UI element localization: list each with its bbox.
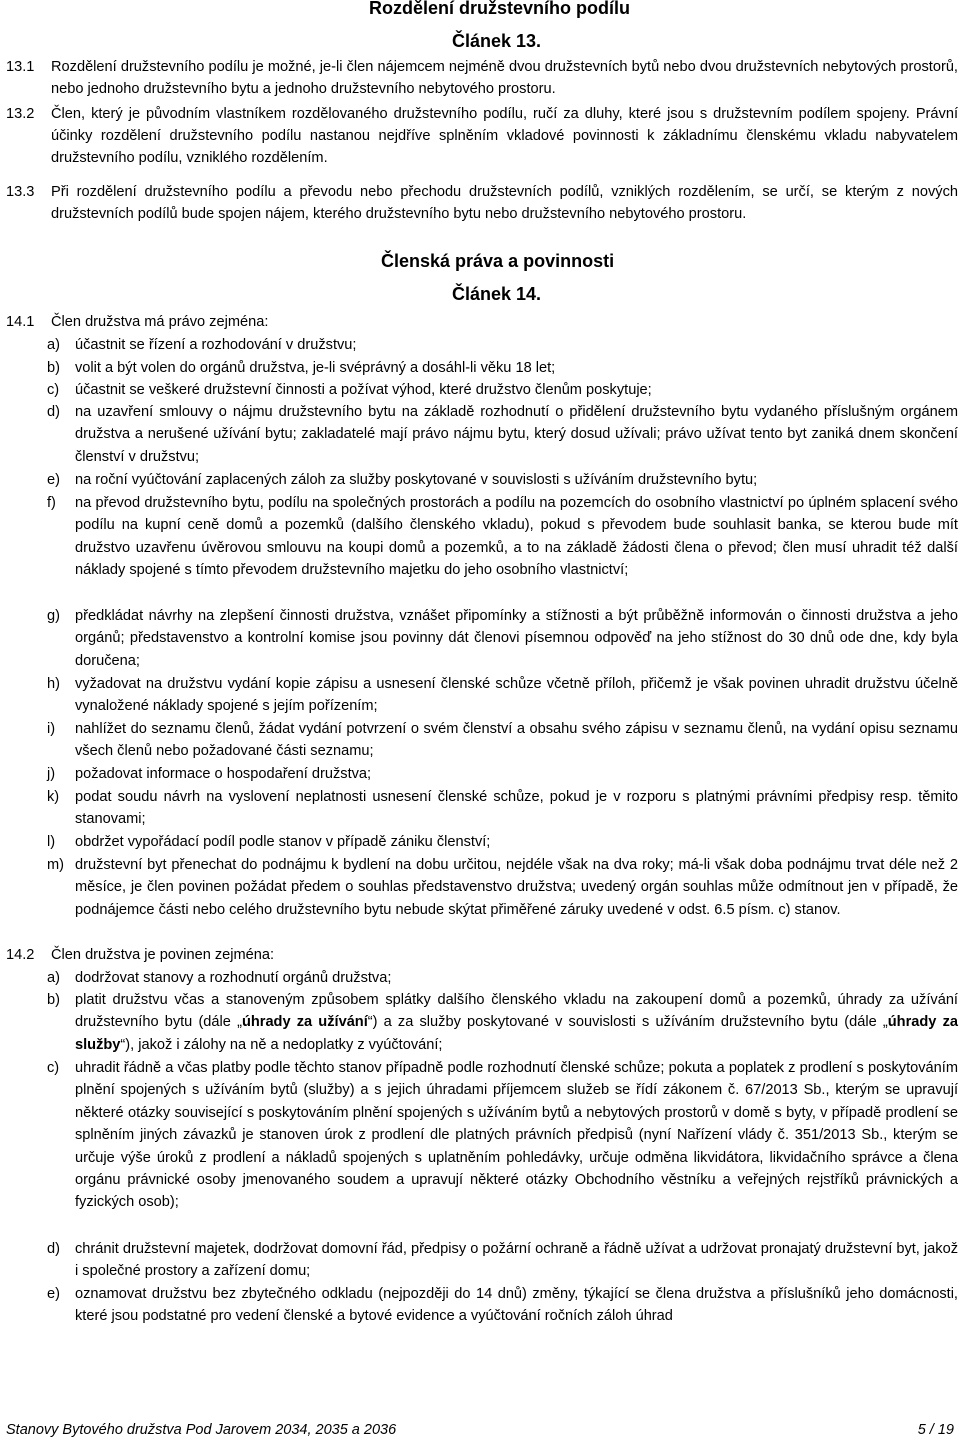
list-label: m) [47, 857, 65, 873]
paragraph-number: 13.1 [6, 59, 35, 75]
list-item [47, 379, 958, 401]
list-item [47, 786, 958, 831]
paragraph-number: 14.2 [6, 947, 35, 963]
list-text: volit a být volen do orgánů družstva, je-li svéprávný a dosáhl-li věku 18 let; [75, 360, 556, 376]
list-item [47, 831, 958, 853]
list-label: a) [47, 970, 60, 986]
list-text: předkládat návrhy na zlepšení činnosti družstva, vznášet připomínky a stížnosti a být průběžně informován o činnosti družstva a jeho orgánů; představenstvo a kontrolní komise jsou povinny dát členovi písemnou odpověď na jeho stížnost do 30 dnů ode dne, kdy byla doručena; [75, 608, 958, 669]
text-run: platit družstvu včas a stanoveným způsobem splátky dalšího členského vkladu na zakoupení domů a pozemků, úhrady za užívání družstevního bytu (dále [75, 992, 958, 1031]
list-text: vyžadovat na družstvu vydání kopie zápisu a usnesení členské schůze včetně příloh, přičemž je však povinen uhradit družstvu účelně vynaložené náklady spojené s jejím pořízením; [75, 676, 958, 715]
list-text: účastnit se veškeré družstevní činnosti a požívat výhod, které družstvo členům poskytuje; [75, 382, 652, 398]
list-text: obdržet vypořádací podíl podle stanov v případě zániku členství; [75, 834, 491, 850]
list-text: na roční vyúčtování zaplacených záloh za služby poskytované v souvislosti s užíváním družstevního bytu; [75, 472, 758, 488]
quote-close: “ [367, 1014, 373, 1031]
list-text: dodržovat stanovy a rozhodnutí orgánů družstva; [75, 970, 392, 986]
text-run: ), jakož i zálohy na ně a nedoplatky z vyúčtování; [125, 1036, 443, 1053]
list-item [47, 673, 958, 718]
list-item [47, 989, 958, 1056]
list-label: b) [47, 992, 60, 1008]
list-item [47, 401, 958, 468]
paragraph-intro: Člen družstva má právo zejména: [51, 314, 269, 330]
paragraph-text: Rozdělení družstevního podílu je možné, je-li člen nájemcem nejméně dvou družstevních bytů nebo dvou družstevních nebytových prostorů, nebo jednoho družstevního bytu a jednoho družstevního nebytového prostoru. [51, 59, 958, 97]
list-text: požadovat informace o hospodaření družstva; [75, 766, 372, 782]
list-text: účastnit se řízení a rozhodování v družstvu; [75, 337, 357, 353]
list-text: družstevní byt přenechat do podnájmu k bydlení na dobu určitou, nejdéle však na dva roky; má-li však doba podnájmu trvat déle než 2 měsíce, je člen povinen požádat předem o souhlas představenstvo družstva; uvedený orgán souhlas může odmítnout jen v případě, že podnájemce části nebo celého družstevního bytu nebude skýtat přiměřené záruky uvedené v odst. 6.5 písm. c) stanov. [75, 857, 958, 918]
paragraph-number: 13.2 [6, 106, 35, 122]
paragraph-number: 13.3 [6, 184, 35, 200]
text-run: ) a za služby poskytované v souvislosti s užíváním družstevního bytu (dále [372, 1014, 883, 1031]
paragraph-13-3 [6, 181, 958, 225]
article-14-heading: Článek 14. [452, 284, 542, 304]
list-text: podat soudu návrh na vyslovení neplatnosti usnesení členské schůze, pokud je v rozporu s platnými právními předpisy resp. těmito stanovami; [75, 789, 958, 828]
list-item [47, 854, 958, 921]
section-heading-split: Rozdělení družstevního podílu [369, 0, 630, 18]
list-label: l) [47, 834, 56, 850]
list-text: oznamovat družstvu bez zbytečného odkladu (nejpozději do 14 dnů) změny, týkající se člena družstva a příslušníků jeho domácnosti, které jsou podstatné pro vedení členské a bytové evidence a vyúčtování ročních záloh úhrad [75, 1286, 958, 1325]
list-item [47, 1283, 958, 1328]
list-label: j) [47, 766, 56, 782]
list-label: e) [47, 472, 60, 488]
list-label: k) [47, 789, 60, 805]
paragraph-text: Při rozdělení družstevního podílu a převodu nebo přechodu družstevních podílů, vzniklých rozdělením, se určí, se kterým z nových družstevních podílů bude spojen nájem, kterého družstevního bytu nebo družstevního nebytového prostoru. [51, 184, 958, 222]
defined-term: úhrady za užívání [241, 1014, 368, 1031]
section-heading-rights: Členská práva a povinnosti [381, 251, 615, 271]
list-label: d) [47, 404, 60, 420]
list-text: na uzavření smlouvy o nájmu družstevního bytu na základě rozhodnutí o přidělení družstevního bytu vydaného příslušným orgánem družstva a nerušené užívání bytu; zakladatelé mají právo nájmu bytu, který dosud užívali; právo užívat tento byt zaniká dnem skončení členství v družstvu; [75, 404, 958, 465]
paragraph-text: Člen, který je původním vlastníkem rozdělovaného družstevního podílu, ručí za dluhy, které jsou s družstevním podílem spojeny. Právní účinky rozdělení družstevního podílu nastanou nejdříve splněním vkladové povinnosti k základnímu členskému vkladu nabyvatelem družstevního podílu, vzniklého rozdělením. [51, 106, 958, 166]
quote-open: „ [237, 1014, 242, 1031]
list-item [47, 967, 958, 989]
list-item [47, 1238, 958, 1283]
article-13-heading: Článek 13. [452, 31, 542, 51]
list-text: nahlížet do seznamu členů, žádat vydání potvrzení o svém členství a obsahu svého zápisu v seznamu členů, na vydání opisu seznamu všech členů nebo požadované části seznamu; [75, 721, 958, 760]
paragraph-number: 14.1 [6, 314, 35, 330]
list-item [47, 1057, 958, 1214]
list-label: d) [47, 1241, 60, 1257]
list-label: g) [47, 608, 60, 624]
list-item [47, 605, 958, 672]
paragraph-14-1 [6, 311, 958, 333]
list-label: i) [47, 721, 56, 737]
list-item [47, 357, 958, 379]
list-label: e) [47, 1286, 60, 1302]
paragraph-13-2 [6, 103, 958, 169]
list-label: c) [47, 382, 60, 398]
list-label: c) [47, 1060, 60, 1076]
list-item [47, 334, 958, 356]
list-label: f) [47, 495, 56, 511]
list-label: b) [47, 360, 60, 376]
list-item [47, 469, 958, 491]
quote-open: „ [882, 1014, 888, 1031]
paragraph-intro: Člen družstva je povinen zejména: [51, 947, 275, 963]
list-label: h) [47, 676, 60, 692]
list-text: uhradit řádně a včas platby podle těchto stanov případně podle rozhodnutí členské schůze; pokuta a poplatek z prodlení s poskytováním plnění spojených s užíváním bytů (služby) a s jejich úhradami příjemcem služeb se řídí zákonem č. 67/2013 Sb., kterým se upravují některé otázky související s poskytováním plnění spojených s užíváním bytů a nebytových prostorů v domě s byty, v případě prodlení se splněním jiných závazků je stanoven úrok z prodlení dle platných právních předpisů (nyní Nařízení vlády č. 351/2013 Sb., kterým se určuje výše úroků z prodlení a nákladů spojených s uplatněním pohledávky, určuje odměna likvidátora, likvidačního správce a člena orgánu právnické osoby jmenovaného soudem a upravují některé otázky Obchodního věstníku a veřejných rejstříků právnických a fyzických osob); [75, 1060, 958, 1211]
quote-close: “ [120, 1036, 126, 1053]
footer-page-number: 5 / 19 [917, 1422, 954, 1438]
list-text: na převod družstevního bytu, podílu na společných prostorách a podílu na pozemcích do osobního vlastnictví po úplném splacení svého podílu na kupní ceně domů a pozemků (dalšího členského vkladu), pokud s převodem bude souhlasit banka, se kterou bude mít družstvo uzavřenu úvěrovou smlouvu na koupi domů a pozemků, a to na základě žádosti člena o převod; člen musí uhradit též další náklady spojené s tímto převodem družstevního majetku do jeho osobního vlastnictví; [75, 495, 958, 579]
list-item [47, 492, 958, 582]
paragraph-14-2 [6, 944, 958, 966]
list-item [47, 718, 958, 763]
paragraph-13-1 [6, 56, 958, 100]
footer-document-title: Stanovy Bytového družstva Pod Jarovem 2034, 2035 a 2036 [6, 1422, 397, 1438]
list-item [47, 763, 958, 785]
list-label: a) [47, 337, 60, 353]
list-text: chránit družstevní majetek, dodržovat domovní řád, předpisy o požární ochraně a řádně užívat a udržovat pronajatý družstevní byt, jakož i společné prostory a zařízení domu; [75, 1241, 958, 1280]
list-text [75, 989, 958, 1056]
defined-term: úhrady za služby [75, 1014, 958, 1053]
